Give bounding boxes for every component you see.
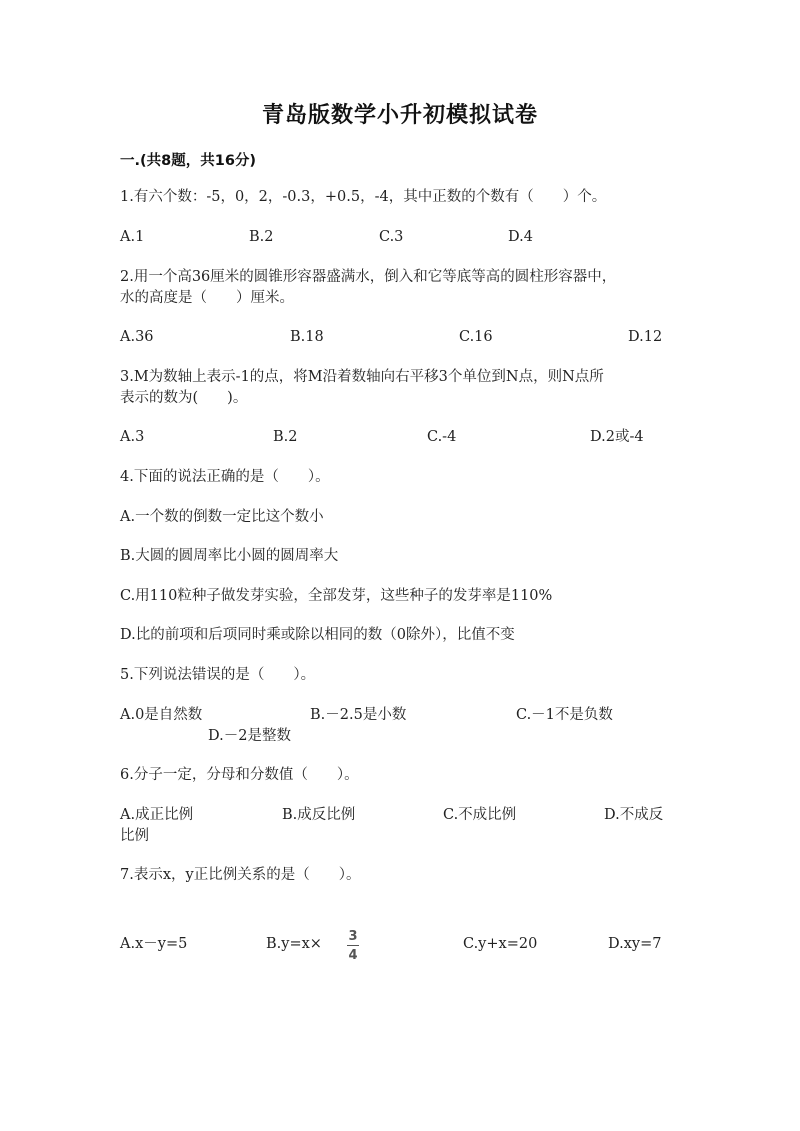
question-2-option-d: D.12 <box>628 329 663 345</box>
question-7-option-d: D.xy=7 <box>608 936 662 952</box>
fraction-numerator: 3 <box>348 929 358 944</box>
question-7-option-a: A.x－y=5 <box>120 936 188 952</box>
question-3-stem-line-1: 3.M为数轴上表示-1的点，将M沿着数轴向右平移3个单位到N点，则N点所 <box>120 369 604 385</box>
question-6-stem: 6.分子一定，分母和分数值（ ）。 <box>120 767 359 783</box>
question-1-option-c: C.3 <box>379 229 404 245</box>
question-3-option-c: C.-4 <box>427 429 457 445</box>
question-4-option-d: D.比的前项和后项同时乘或除以相同的数（0除外），比值不变 <box>120 627 515 643</box>
question-7-stem: 7.表示x，y正比例关系的是（ ）。 <box>120 867 361 883</box>
question-7-option-b: B.y=x× <box>266 936 322 952</box>
question-4-option-a: A.一个数的倒数一定比这个数小 <box>120 509 324 525</box>
question-5-option-c: C.－1不是负数 <box>516 707 613 723</box>
question-4-stem: 4.下面的说法正确的是（ ）。 <box>120 469 330 485</box>
question-6-option-a: A.成正比例 <box>120 807 194 823</box>
question-5-option-a: A.0是自然数 <box>120 707 203 723</box>
question-1-option-d: D.4 <box>508 229 533 245</box>
question-2-option-c: C.16 <box>459 329 493 345</box>
question-5-option-d: D.－2是整数 <box>208 728 291 744</box>
question-6-option-b: B.成反比例 <box>282 807 356 823</box>
question-3-option-d: D.2或-4 <box>590 429 644 445</box>
question-2-option-b: B.18 <box>290 329 324 345</box>
question-1-option-a: A.1 <box>120 229 145 245</box>
question-2-stem-line-2: 水的高度是（ ）厘米。 <box>120 290 294 306</box>
question-3-option-a: A.3 <box>120 429 145 445</box>
fraction-three-quarters <box>344 929 362 963</box>
question-6-option-c: C.不成比例 <box>443 807 517 823</box>
page-title: 青岛版数学小升初模拟试卷 <box>261 103 538 128</box>
question-1-option-b: B.2 <box>249 229 274 245</box>
question-4-option-b: B.大圆的圆周率比小圆的圆周率大 <box>120 548 339 564</box>
question-1-stem: 1.有六个数：-5，0，2，-0.3，+0.5，-4，其中正数的个数有（ ）个。 <box>120 189 607 205</box>
question-3-stem-line-2: 表示的数为( )。 <box>120 390 248 406</box>
question-4-option-c: C.用110粒种子做发芽实验，全部发芽，这些种子的发芽率是110% <box>120 588 553 604</box>
question-5-stem: 5.下列说法错误的是（ ）。 <box>120 667 316 683</box>
question-6-option-d: D.不成反 <box>604 807 664 823</box>
fraction-denominator: 4 <box>348 948 358 963</box>
fraction-bar <box>347 945 359 946</box>
question-7-option-c: C.y+x=20 <box>463 936 538 952</box>
question-5-option-b: B.－2.5是小数 <box>310 707 407 723</box>
section-heading: 一.(共8题，共16分) <box>120 153 257 169</box>
question-2-stem-line-1: 2.用一个高36厘米的圆锥形容器盛满水，倒入和它等底等高的圆柱形容器中， <box>120 269 617 285</box>
question-2-option-a: A.36 <box>120 329 154 345</box>
question-6-option-d-continued: 比例 <box>120 828 149 844</box>
question-3-option-b: B.2 <box>273 429 298 445</box>
